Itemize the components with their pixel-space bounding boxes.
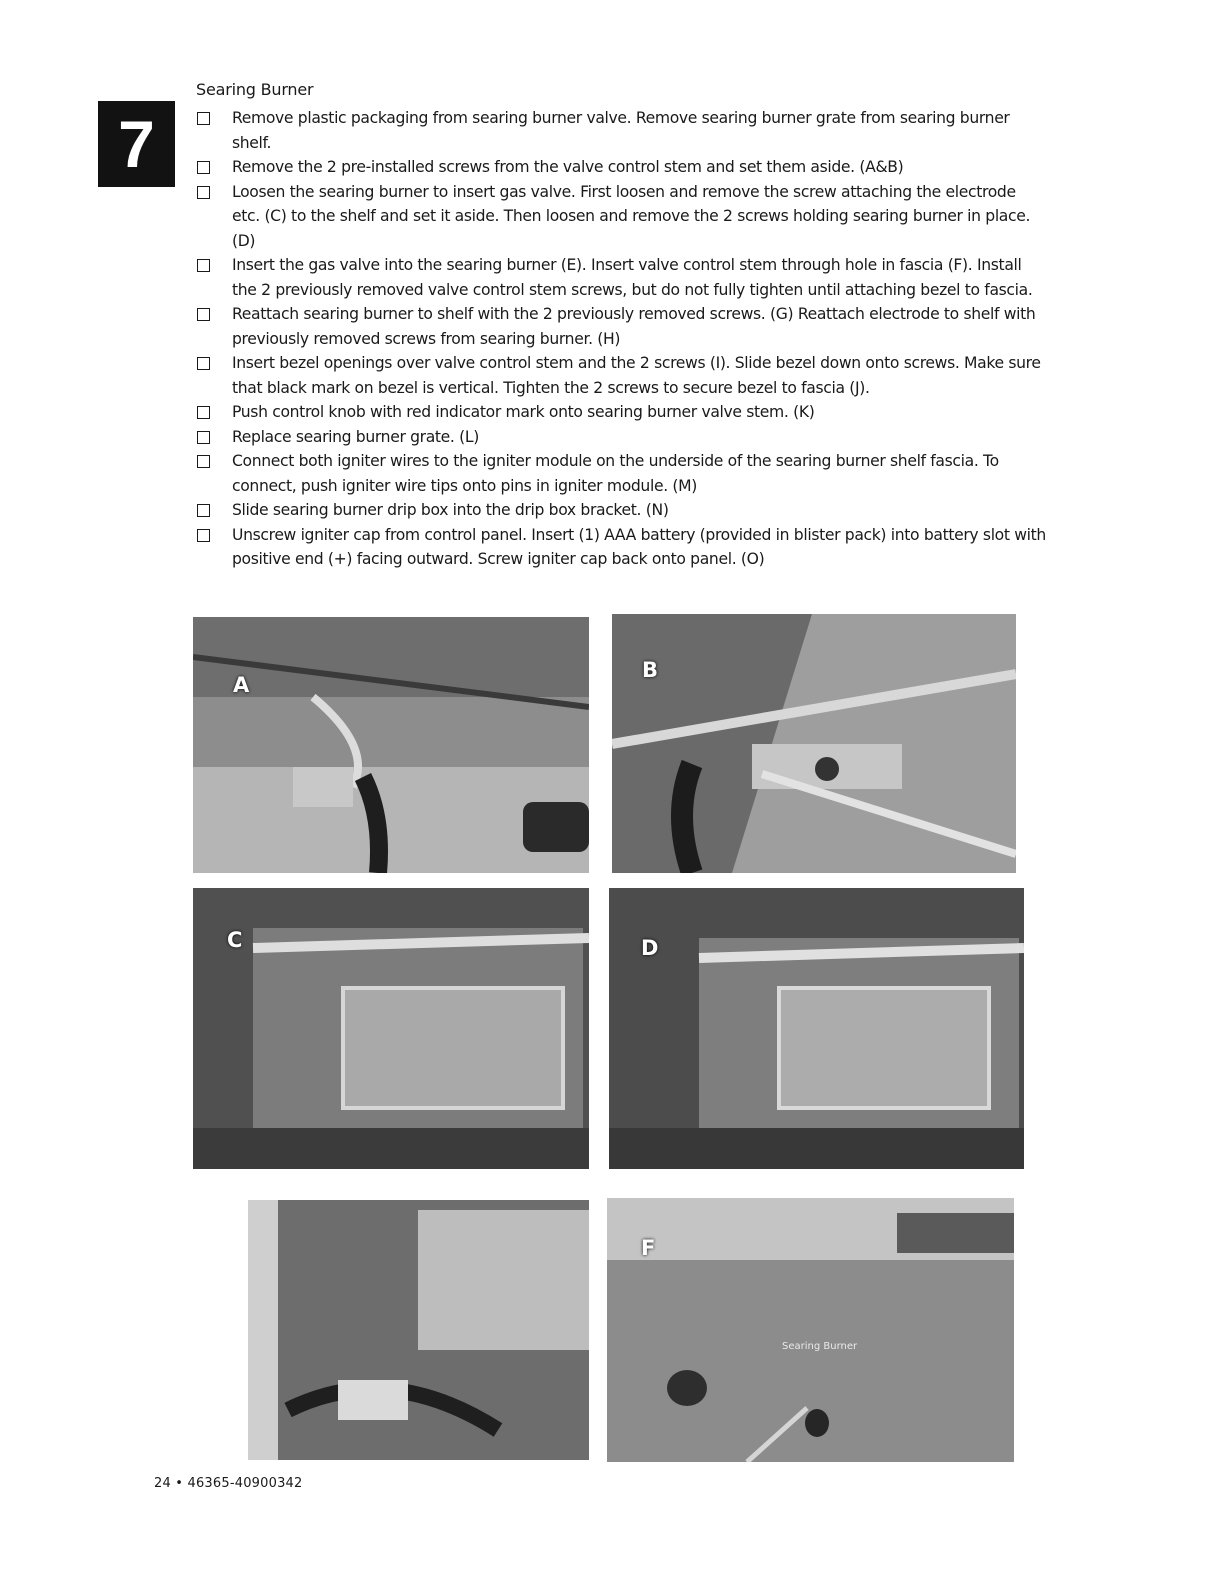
photo-label: C [227, 928, 243, 952]
checkbox[interactable] [197, 431, 210, 444]
checklist-item [196, 400, 1046, 425]
checkbox[interactable] [197, 455, 210, 468]
photo-d-illustration [609, 888, 1024, 1169]
step-text: Unscrew igniter cap from control panel. Insert (1) AAA battery (provided in blister pack) into battery slot with positive end (+) facing outward. Screw igniter cap back onto panel. (O) [232, 525, 1046, 568]
step-text: Reattach searing burner to shelf with the 2 previously removed screws. (G) Reattach electrode to shelf with previously removed screws from searing burner. (H) [232, 305, 1036, 348]
checkbox[interactable] [197, 406, 210, 419]
checklist-item [196, 302, 1046, 351]
step-text: Remove the 2 pre-installed screws from the valve control stem and set them aside. (A&B) [232, 158, 904, 176]
checklist-item [196, 523, 1046, 572]
step-text: Insert the gas valve into the searing burner (E). Insert valve control stem through hole in fascia (F). Install the 2 previously removed valve control stem screws, but do not fully tighten until attaching bezel to fascia. [232, 256, 1033, 299]
photo-label: D [641, 936, 659, 960]
checkbox[interactable] [197, 308, 210, 321]
checklist-item [196, 498, 1046, 523]
step-text: Connect both igniter wires to the igniter module on the underside of the searing burner shelf fascia. To connect, push igniter wire tips onto pins in igniter module. (M) [232, 452, 999, 495]
photo-f [607, 1198, 1014, 1462]
checklist-item [196, 449, 1046, 498]
checkbox[interactable] [197, 357, 210, 370]
checklist-item [196, 253, 1046, 302]
checkbox[interactable] [197, 112, 210, 125]
step-checklist [196, 106, 1046, 572]
step-text: Replace searing burner grate. (L) [232, 427, 479, 446]
checkbox[interactable] [197, 529, 210, 542]
step-text: Loosen the searing burner to insert gas valve. First loosen and remove the screw attaching the electrode etc. (C) to the shelf and set it aside. Then loosen and remove the 2 screws holding searing burner in place. (D) [232, 182, 1031, 250]
checkbox[interactable] [197, 161, 210, 174]
photo-e-illustration [248, 1200, 589, 1460]
photo-d [609, 888, 1024, 1169]
panel-text: Searing Burner [782, 1341, 858, 1352]
checklist-item [196, 425, 1046, 450]
step-text: Push control knob with red indicator mark onto searing burner valve stem. (K) [232, 403, 815, 421]
checkbox[interactable] [197, 186, 210, 199]
photo-label: A [233, 673, 250, 697]
photo-b [612, 614, 1016, 873]
checklist-item [196, 180, 1046, 254]
photo-a [193, 617, 589, 873]
checkbox[interactable] [197, 259, 210, 272]
step-text: Remove plastic packaging from searing burner valve. Remove searing burner grate from searing burner shelf. [232, 109, 1010, 152]
checklist-item [196, 351, 1046, 400]
step-text: Slide searing burner drip box into the drip box bracket. (N) [232, 501, 669, 519]
photo-e [248, 1200, 589, 1460]
photo-b-illustration [612, 614, 1016, 873]
photo-label: F [641, 1236, 656, 1260]
checkbox[interactable] [197, 504, 210, 517]
step-text: Insert bezel openings over valve control stem and the 2 screws (I). Slide bezel down onto screws. Make sure that black mark on bezel is vertical. Tighten the 2 screws to secure bezel to fascia (J). [232, 354, 1041, 397]
photo-c-illustration [193, 888, 589, 1169]
photo-f-illustration [607, 1198, 1014, 1462]
page-footer: 24 • 46365-40900342 [154, 1476, 303, 1491]
photo-label: B [642, 658, 659, 682]
checklist-item [196, 155, 1046, 180]
checklist-item [196, 106, 1046, 155]
step-number-badge: 7 [98, 101, 175, 187]
photo-a-illustration [193, 617, 589, 873]
section-title: Searing Burner [196, 80, 314, 99]
photo-c [193, 888, 589, 1169]
